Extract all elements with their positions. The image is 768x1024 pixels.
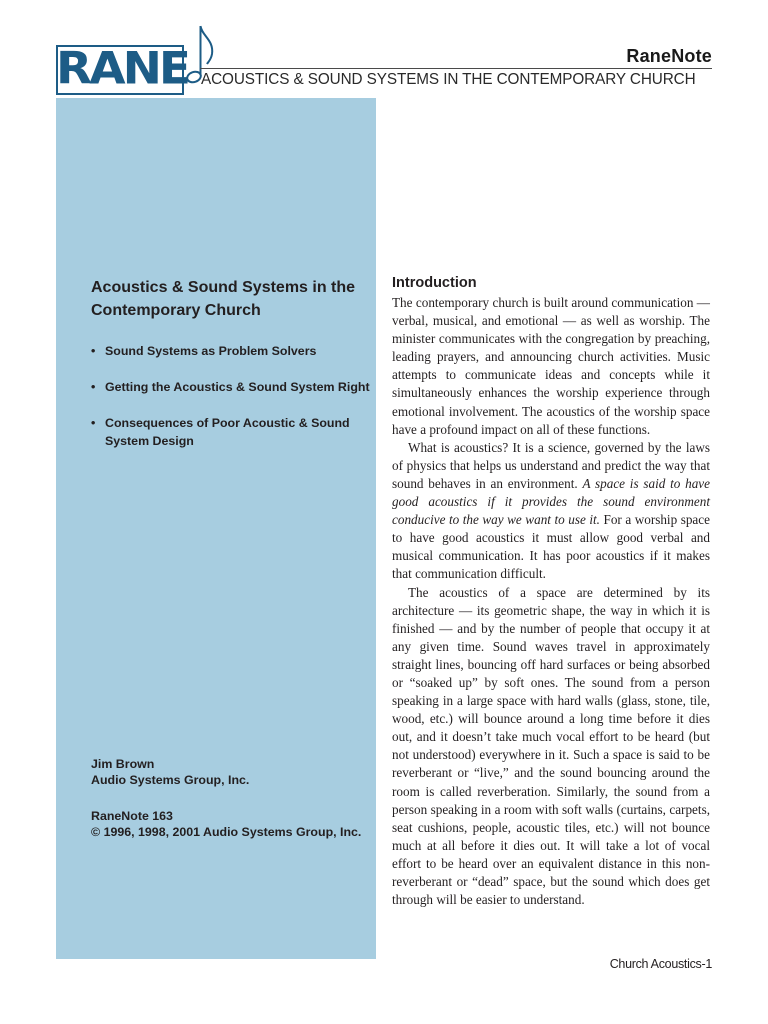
bullet-icon: •	[91, 380, 96, 394]
page-footer-label: Church Acoustics-1	[609, 957, 712, 971]
logo-text: RANE	[56, 42, 189, 95]
sidebar-panel	[56, 98, 376, 959]
paragraph-text: For a worship space to have good acoustics it must allow good verbal and musical communication. It has poor acoustics if it makes that communication difficult.	[392, 512, 710, 582]
note-number: RaneNote 163	[91, 809, 173, 823]
bullet-icon: •	[91, 344, 96, 358]
note-info-block	[91, 808, 381, 840]
sidebar-topic-label: Sound Systems as Problem Solvers	[105, 344, 317, 358]
author-name: Jim Brown	[91, 757, 155, 771]
copyright-notice: © 1996, 1998, 2001 Audio Systems Group, Inc.	[91, 825, 362, 839]
emphasis-text: A space is said to have good acoustics if it provides the sound environment conducive to the way we want to use it.	[392, 475, 711, 528]
rane-logo	[56, 24, 216, 96]
header-title: RaneNote	[626, 46, 712, 66]
header-divider	[200, 68, 712, 69]
sidebar-topic-label: Getting the Acoustics & Sound System Right	[105, 380, 370, 394]
article-body	[392, 294, 710, 909]
sidebar-title: Acoustics & Sound Systems in the Contemporary Church	[91, 279, 356, 319]
paragraph	[392, 439, 710, 584]
bullet-icon: •	[91, 416, 96, 430]
section-heading: Introduction	[392, 275, 477, 291]
sidebar-topic-item	[91, 378, 376, 396]
sidebar-topic-label: Consequences of Poor Acoustic & Sound System Design	[105, 416, 350, 448]
sidebar-topic-item	[91, 342, 376, 360]
paragraph: The contemporary church is built around communication — verbal, musical, and emotional — as well as worship. The minister communicates with the congregation by preaching, leading prayers, and announcing church activities. Music attempts to communicate ideas and concepts while it simultaneously enhances the worship experience through emotional involvement. The acoustics of the worship space have a profound impact on all of these functions.	[392, 295, 710, 437]
author-organization: Audio Systems Group, Inc.	[91, 773, 250, 787]
header-subtitle: ACOUSTICS & SOUND SYSTEMS IN THE CONTEMPORARY CHURCH	[201, 71, 696, 88]
paragraph: The acoustics of a space are determined by its architecture — its geometric shape, the way in which it is finished — and by the number of people that occupy it at any given time. Sound waves travel in approximately straight lines, bouncing off hard surfaces or being absorbed or “soaked up” by soft ones. The sound from a person speaking in a large space with hard walls (glass, stone, tile, wood, etc.) will bounce around a long time before it dies out, and it doesn’t take much vocal effort to be heard (but not understood) everywhere in it. Such a space is said to be reverberant or “live,” and the sound bouncing around the room is called reverberation. Similarly, the sound from a person speaking in a room with soft walls (curtains, carpets, seat cushions, people, acoustic tiles, etc.) will not bounce much at all before it dies out. It will take a lot of vocal effort to be heard over an equivalent distance in this non-reverberant or “dead” space, but the sound which does get through will be easier to understand.	[392, 584, 710, 908]
paragraph-text: What is acoustics? It is a science, governed by the laws of physics that helps us understand and predict the way that sound behaves in an environment.	[392, 439, 710, 491]
sidebar-topic-list	[91, 342, 376, 468]
sidebar-topic-item	[91, 414, 376, 450]
author-block	[91, 756, 376, 788]
